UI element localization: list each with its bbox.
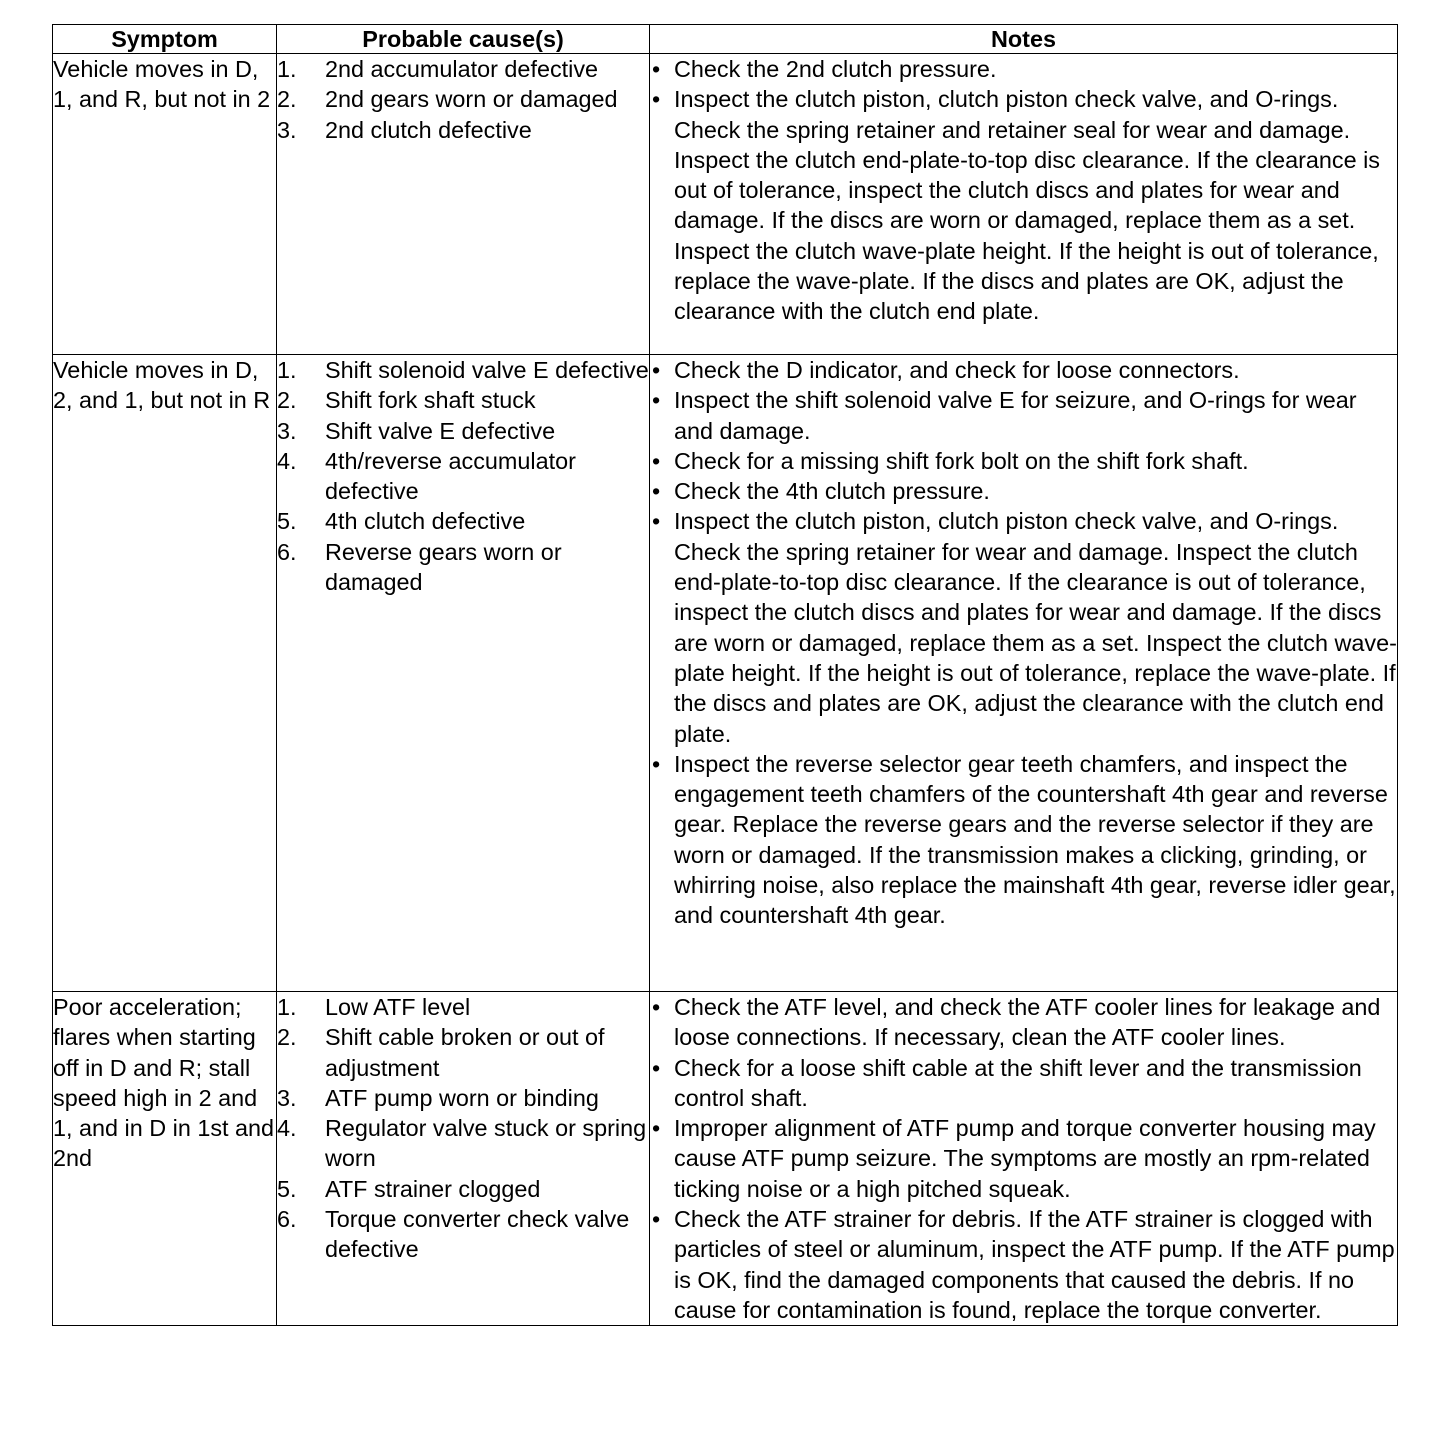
cause-text: 2nd gears worn or damaged xyxy=(325,86,618,113)
cause-number: 6. xyxy=(277,1206,297,1233)
header-notes: Notes xyxy=(650,25,1398,54)
cause-text: Shift solenoid valve E defective xyxy=(325,357,649,383)
note-item: • Inspect the clutch piston, clutch piston check valve, and O-rings. Check the spring retainer and retainer seal for wear and damage. Inspect the clutch end-plate-to-top disc clearance. If the clearance is out of tolerance, inspect the clutch discs and plates for wear and damage. If the discs are worn or damaged, replace them as a set. Inspect the clutch wave-plate height. If the height is out of tolerance, replace the wave-plate. If the discs and plates are OK, adjust the clearance with the clutch end plate. xyxy=(650,84,1397,326)
cause-item xyxy=(277,446,649,507)
cause-item xyxy=(277,1113,649,1174)
note-item: • Check for a missing shift fork bolt on the shift fork shaft. xyxy=(650,446,1397,476)
cause-number: 4. xyxy=(277,1115,297,1142)
cause-item xyxy=(277,1204,649,1265)
cause-number: 5. xyxy=(277,508,297,535)
cause-text: 4th/reverse accumulator defective xyxy=(325,447,576,505)
notes-list xyxy=(650,992,1397,1325)
cause-item xyxy=(277,1083,649,1113)
cause-item xyxy=(277,385,649,415)
notes-list xyxy=(650,54,1397,327)
cause-text: ATF pump worn or binding xyxy=(325,1084,599,1111)
cause-item xyxy=(277,1022,649,1083)
cause-text: Shift cable broken or out of adjustment xyxy=(325,1024,605,1081)
header-symptom: Symptom xyxy=(53,25,277,54)
cause-text: Regulator valve stuck or spring worn xyxy=(325,1115,647,1172)
note-item: • Check the D indicator, and check for loose connectors. xyxy=(650,355,1397,385)
cause-number: 2. xyxy=(277,86,297,113)
note-item: • Check the 2nd clutch pressure. xyxy=(650,54,1397,84)
symptom-cell: Poor acceleration; flares when starting off in D and R; stall speed high in 2 and 1, and in D in 1st and 2nd xyxy=(53,992,277,1326)
cause-list xyxy=(277,992,649,1265)
table-row xyxy=(53,355,1398,992)
cause-number: 2. xyxy=(277,1024,297,1051)
cause-item xyxy=(277,1174,649,1204)
cause-text: Shift valve E defective xyxy=(325,417,556,444)
cause-number: 1. xyxy=(277,357,297,383)
cause-number: 1. xyxy=(277,56,297,82)
notes-cell xyxy=(650,54,1398,355)
cause-number: 6. xyxy=(277,538,297,565)
cause-number: 5. xyxy=(277,1175,297,1202)
cause-list xyxy=(277,54,649,145)
header-row xyxy=(53,25,1398,54)
cause-text: Torque converter check valve defective xyxy=(325,1206,630,1263)
notes-list xyxy=(650,355,1397,931)
cause-text: Low ATF level xyxy=(325,994,471,1020)
note-item: • Improper alignment of ATF pump and torque converter housing may cause ATF pump seizure. The symptoms are mostly an rpm-related ticking noise or a high pitched squeak. xyxy=(650,1113,1397,1204)
cause-item xyxy=(277,992,649,1022)
cause-item xyxy=(277,355,649,385)
note-item: • Check the ATF level, and check the ATF cooler lines for leakage and loose connections. If necessary, clean the ATF cooler lines. xyxy=(650,992,1397,1053)
cause-text: 4th clutch defective xyxy=(325,508,526,535)
cause-number: 3. xyxy=(277,1084,297,1111)
note-item: • Check for a loose shift cable at the shift lever and the transmission control shaft. xyxy=(650,1053,1397,1114)
cause-item xyxy=(277,54,649,84)
cause-text: 2nd accumulator defective xyxy=(325,56,599,82)
cause-item xyxy=(277,537,649,598)
table-row xyxy=(53,992,1398,1326)
note-item: • Check the ATF strainer for debris. If the ATF strainer is clogged with particles of steel or aluminum, inspect the ATF pump. If the ATF pump is OK, find the damaged components that caused the debris. If no cause for contamination is found, replace the torque converter. xyxy=(650,1204,1397,1325)
causes-cell xyxy=(277,355,650,992)
cause-number: 2. xyxy=(277,387,297,414)
symptom-cell: Vehicle moves in D, 1, and R, but not in 2 xyxy=(53,54,277,355)
cause-item xyxy=(277,416,649,446)
note-item: • Check the 4th clutch pressure. xyxy=(650,476,1397,506)
cause-number: 4. xyxy=(277,447,297,474)
note-item: • Inspect the reverse selector gear teeth chamfers, and inspect the engagement teeth chamfers of the countershaft 4th gear and reverse gear. Replace the reverse gears and the reverse selector if they are worn or damaged. If the transmission makes a clicking, grinding, or whirring noise, also replace the mainshaft 4th gear, reverse idler gear, and countershaft 4th gear. xyxy=(650,749,1397,931)
cause-item xyxy=(277,115,649,145)
notes-cell xyxy=(650,355,1398,992)
causes-cell xyxy=(277,54,650,355)
cause-text: Shift fork shaft stuck xyxy=(325,387,536,414)
symptom-cell: Vehicle moves in D, 2, and 1, but not in R xyxy=(53,355,277,992)
table-row xyxy=(53,54,1398,355)
troubleshooting-table xyxy=(52,24,1398,1326)
causes-cell xyxy=(277,992,650,1326)
header-probable-causes: Probable cause(s) xyxy=(277,25,650,54)
notes-cell xyxy=(650,992,1398,1326)
cause-text: ATF strainer clogged xyxy=(325,1175,541,1202)
note-item: • Inspect the shift solenoid valve E for seizure, and O-rings for wear and damage. xyxy=(650,385,1397,446)
cause-number: 3. xyxy=(277,116,297,143)
cause-number: 1. xyxy=(277,994,297,1020)
cause-list xyxy=(277,355,649,597)
cause-item xyxy=(277,84,649,114)
note-item: • Inspect the clutch piston, clutch piston check valve, and O-rings. Check the spring retainer for wear and damage. Inspect the clutch end-plate-to-top disc clearance. If the clearance is out of tolerance, inspect the clutch discs and plates for wear and damage. If the discs are worn or damaged, replace them as a set. Inspect the clutch wave-plate height. If the height is out of tolerance, replace the wave-plate. If the discs and plates are OK, adjust the clearance with the clutch end plate. xyxy=(650,506,1397,748)
cause-item xyxy=(277,506,649,536)
cause-text: Reverse gears worn or damaged xyxy=(325,538,562,596)
cause-text: 2nd clutch defective xyxy=(325,116,532,143)
cause-number: 3. xyxy=(277,417,297,444)
